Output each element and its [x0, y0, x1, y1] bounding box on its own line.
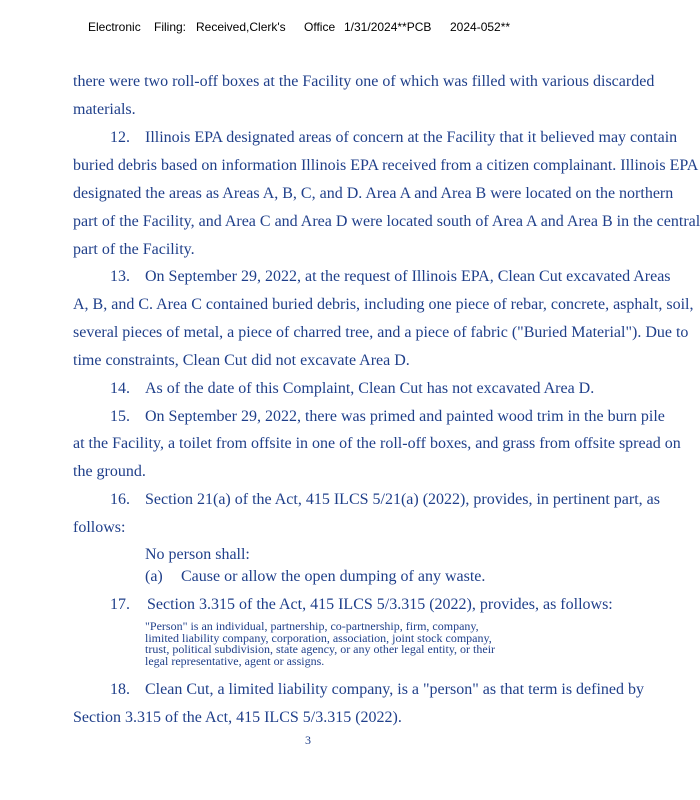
text-line: the ground.	[73, 463, 146, 480]
text-line: Illinois EPA designated areas of concern at the Facility that it believed may contain	[145, 129, 678, 146]
page-number: 3	[305, 733, 311, 747]
subitem-label: (a)	[145, 568, 163, 585]
text-line: buried debris based on information Illinois EPA received from a citizen complainant. Illinois EPA	[73, 157, 699, 174]
text-line: part of the Facility.	[73, 241, 195, 258]
text-line: On September 29, 2022, at the request of Illinois EPA, Clean Cut excavated Areas	[145, 268, 671, 285]
quote-line: limited liability company, corporation, association, joint stock company,	[145, 630, 492, 645]
text-line: part of the Facility, and Area C and Area D were located south of Area A and Area B in the central	[73, 213, 700, 230]
text-line: follows:	[73, 519, 126, 536]
paragraph-number: 17.	[110, 596, 130, 613]
paragraph-number: 14.	[110, 380, 130, 397]
header-docket: 2024-052**	[450, 20, 511, 34]
paragraph-number: 15.	[110, 408, 130, 425]
text-line: time constraints, Clean Cut did not excavate Area D.	[73, 352, 410, 369]
paragraph-number: 16.	[110, 491, 130, 508]
paragraph-number: 12.	[110, 129, 130, 146]
quote-line: trust, political subdivision, state agency, or any other legal entity, or their	[145, 642, 496, 656]
text-line: Section 21(a) of the Act, 415 ILCS 5/21(a) (2022), provides, in pertinent part, as	[145, 491, 660, 508]
header-electronic: Electronic	[88, 20, 141, 34]
text-line: On September 29, 2022, there was primed and painted wood trim in the burn pile	[145, 408, 665, 425]
text-line: Cause or allow the open dumping of any waste.	[181, 568, 486, 585]
text-line: there were two roll-off boxes at the Facility one of which was filled with various discarded	[73, 73, 655, 90]
text-line: at the Facility, a toilet from offsite in one of the roll-off boxes, and grass from offsite spread on	[73, 435, 681, 452]
text-line: materials.	[73, 101, 136, 118]
header-office: Office	[304, 20, 336, 34]
text-line: several pieces of metal, a piece of charred tree, and a piece of fabric ("Buried Material"). Due to	[73, 324, 689, 341]
quote-line: legal representative, agent or assigns.	[145, 653, 325, 668]
quote-block	[145, 621, 495, 667]
header-received: Received,Clerk's	[196, 20, 286, 34]
paragraph-number: 13.	[110, 268, 130, 285]
text-line: Section 3.315 of the Act, 415 ILCS 5/3.315 (2022).	[73, 709, 402, 726]
text-line: designated the areas as Areas A, B, C, and D. Area A and Area B were located on the northern	[73, 185, 674, 202]
quote-line: "Person" is an individual, partnership, co-partnership, firm, company,	[145, 619, 479, 633]
text-line: A, B, and C. Area C contained buried debris, including one piece of rebar, concrete, asphalt, soil,	[73, 296, 694, 313]
text-line: As of the date of this Complaint, Clean Cut has not excavated Area D.	[145, 380, 595, 397]
text-line: No person shall:	[145, 546, 250, 563]
filing-header	[88, 20, 510, 34]
paragraph-number: 18.	[110, 681, 130, 698]
header-date: 1/31/2024**PCB	[344, 20, 432, 34]
header-filing: Filing:	[154, 20, 187, 34]
text-line: Section 3.315 of the Act, 415 ILCS 5/3.315 (2022), provides, as follows:	[147, 596, 613, 613]
text-line: Clean Cut, a limited liability company, is a "person" as that term is defined by	[145, 681, 645, 698]
